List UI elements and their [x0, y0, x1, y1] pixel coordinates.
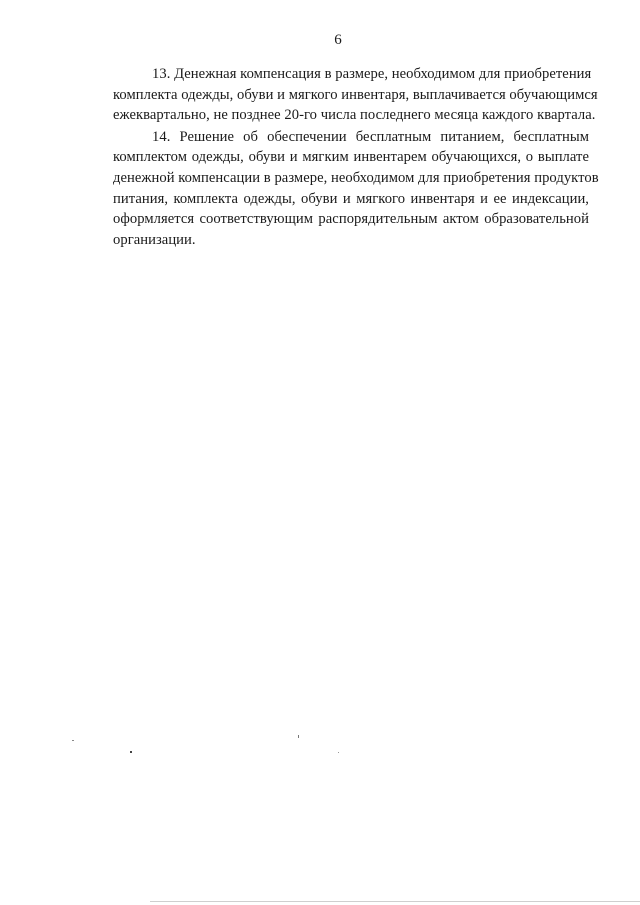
page-number: 6: [334, 32, 342, 48]
scan-speck: [298, 735, 299, 738]
scan-speck: [130, 751, 132, 753]
document-body: [74, 64, 599, 250]
scan-edge: [150, 901, 640, 902]
scan-speck: [72, 740, 74, 741]
text-line: 13. Денежная компенсация в размере, необходимом для приобретения: [152, 66, 592, 82]
paragraph-13: [74, 64, 598, 126]
text-line: питания, комплекта одежды, обуви и мягкого инвентаря и ее индексации,: [113, 190, 589, 207]
paragraph-14: [74, 127, 599, 251]
text-line: оформляется соответствующим распорядительным актом образовательной: [113, 211, 589, 228]
scan-speck: [338, 752, 339, 753]
text-line: организации.: [113, 231, 196, 248]
text-line: комплекта одежды, обуви и мягкого инвентаря, выплачивается обучающимся: [113, 86, 598, 103]
text-line: комплектом одежды, обуви и мягким инвентарем обучающихся, о выплате: [113, 149, 589, 166]
text-line: 14. Решение об обеспечении бесплатным питанием, бесплатным: [152, 128, 589, 145]
text-line: ежеквартально, не позднее 20-го числа последнего месяца каждого квартала.: [113, 107, 596, 124]
text-line: денежной компенсации в размере, необходимом для приобретения продуктов: [113, 169, 599, 186]
